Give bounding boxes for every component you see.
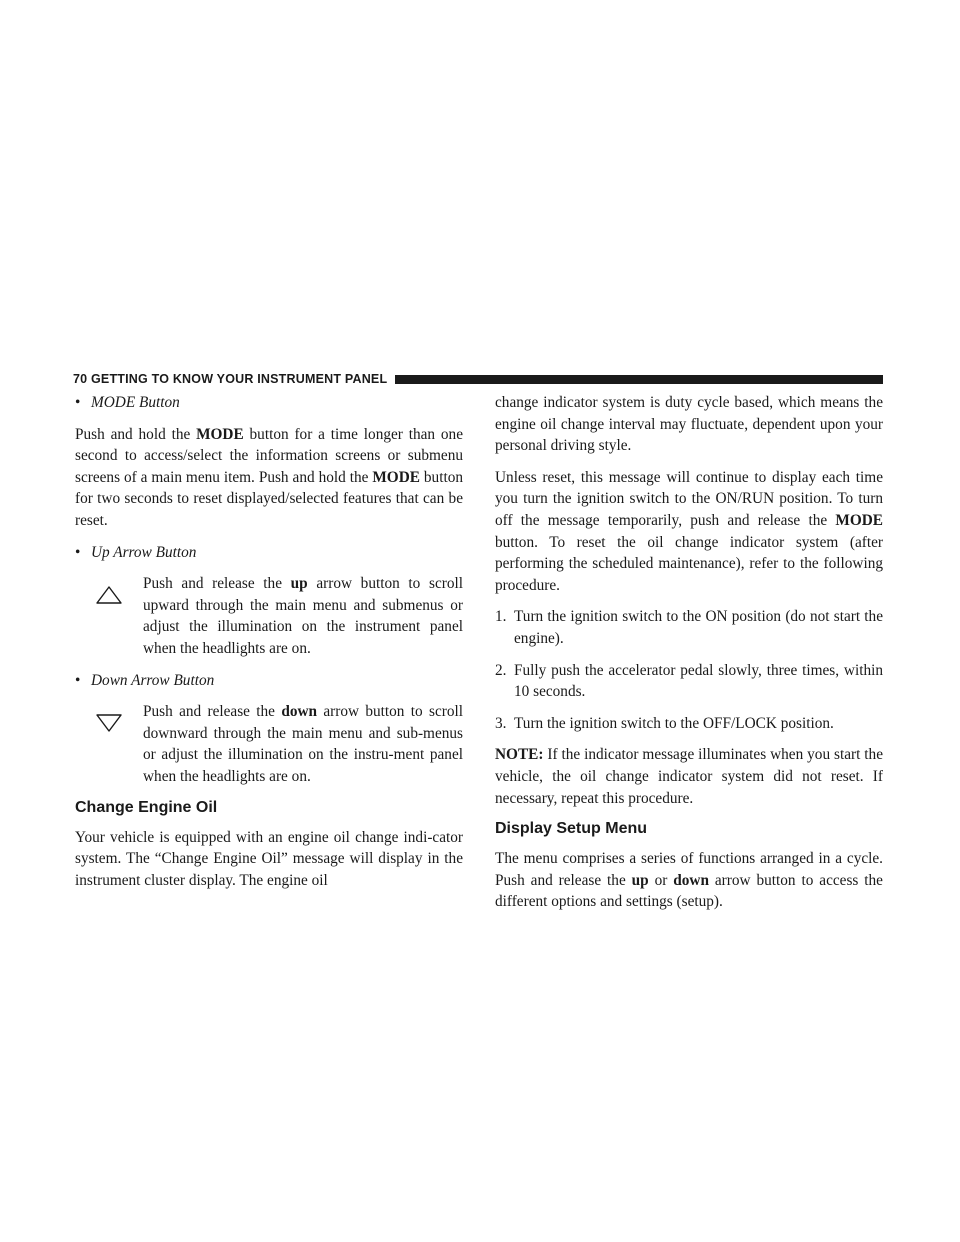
step-number: 1. [495,608,507,626]
note-paragraph: NOTE: If the indicator message illuminates when you start the vehicle, the oil change indicator system did not reset. If necessary, repeat this procedure. [495,746,883,807]
down-arrow-bullet [75,670,463,692]
bullet-dot: • [75,671,81,689]
step-item [495,606,883,649]
down-arrow-icon [95,713,123,733]
down-arrow-text: Push and release the down arrow button to scroll downward through the main menu and sub-menus or adjust the illumination on the instru-ment panel when the headlights are on. [143,703,463,785]
right-column [495,392,883,923]
reset-paragraph: Unless reset, this message will continue to display each time you turn the ignition switch to the ON/RUN position. To turn off the message temporarily, push and release the MODE button. To reset the oil change indicator system (after performing the scheduled maintenance), refer to the following procedure. [495,468,883,594]
change-engine-oil-heading: Change Engine Oil [75,798,218,816]
mode-button-heading: MODE Button [91,394,180,411]
change-engine-oil-paragraph: Your vehicle is equipped with an engine oil change indi-cator system. The “Change Engine Oil” message will display in the instrument cluster display. The engine oil [75,828,463,889]
down-arrow-heading: Down Arrow Button [91,671,215,689]
step-text: Turn the ignition switch to the OFF/LOCK position. [514,714,834,732]
step-item [495,713,883,735]
step-number: 2. [495,661,507,679]
step-text: Turn the ignition switch to the ON position (do not start the engine). [514,608,883,647]
up-arrow-text: Push and release the up arrow button to scroll upward through the main menu and submenus or adjust the illumination on the instrument panel when the headlights are on. [143,575,463,657]
mode-button-paragraph: Push and hold the MODE button for a time longer than one second to access/select the information screens or submenu screens of a main menu item. Push and hold the MODE button for two seconds to reset displayed/selected features that can be reset. [75,425,463,529]
header-rule [395,375,883,384]
step-text: Fully push the accelerator pedal slowly, three times, within 10 seconds. [514,661,883,701]
note-label: NOTE: [495,746,544,764]
left-column [75,392,463,901]
down-arrow-description [75,701,463,787]
oil-continued-paragraph: change indicator system is duty cycle based, which means the engine oil change interval may fluctuate, dependent upon your personal driving style. [495,394,883,455]
section-title: GETTING TO KNOW YOUR INSTRUMENT PANEL [91,372,388,386]
display-setup-paragraph: The menu comprises a series of functions arranged in a cycle. Push and release the up or down arrow button to access the different options and settings (setup). [495,850,883,911]
step-item [495,660,883,703]
bullet-dot: • [75,543,81,561]
page-number: 70 [73,372,88,386]
mode-button-bullet [75,392,463,414]
up-arrow-description [75,573,463,659]
up-arrow-icon [95,585,123,605]
up-arrow-bullet [75,542,463,564]
display-setup-heading: Display Setup Menu [495,820,648,838]
bullet-dot: • [75,394,81,411]
page-header-text [73,372,387,386]
up-arrow-heading: Up Arrow Button [91,543,197,561]
step-number: 3. [495,714,507,732]
page-header [73,370,883,388]
